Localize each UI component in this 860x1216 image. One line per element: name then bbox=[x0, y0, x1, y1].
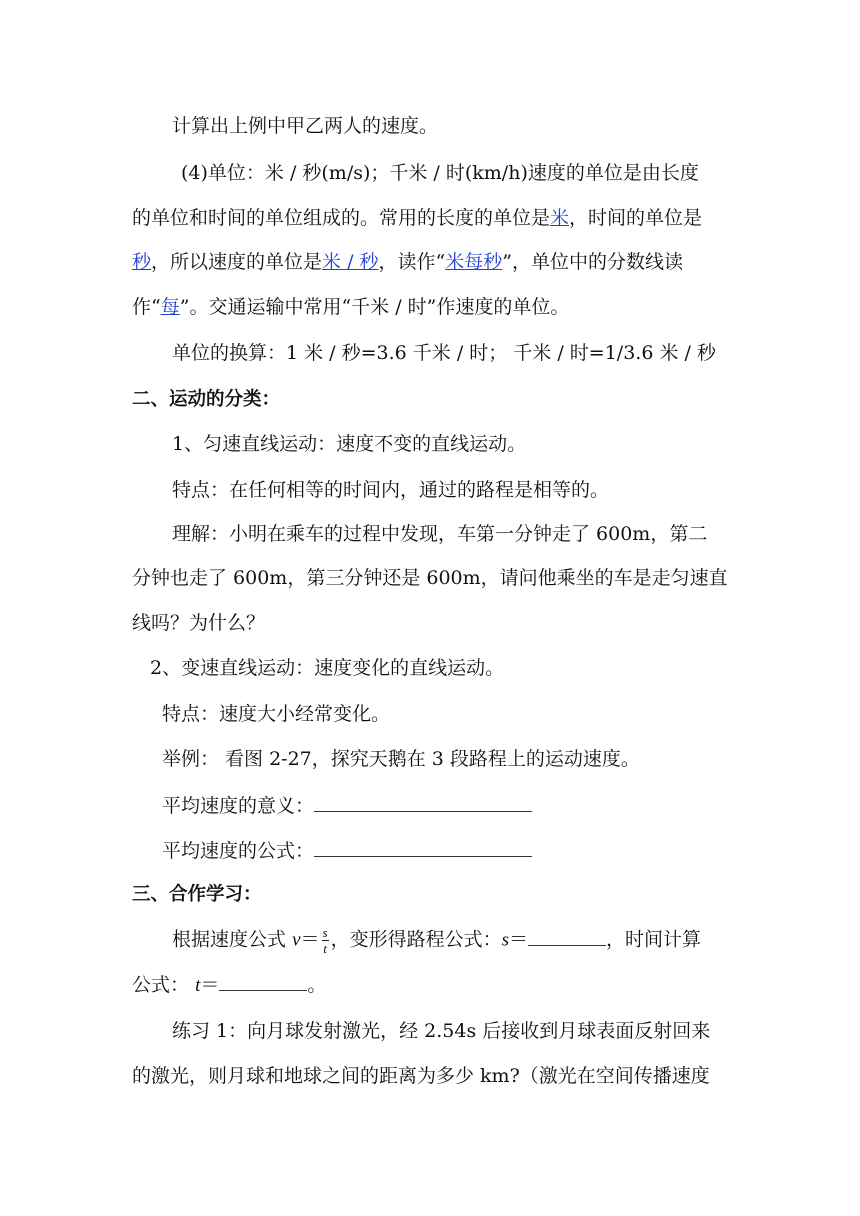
text: ，读作“ bbox=[378, 251, 446, 273]
text: ”，单位中的分数线读 bbox=[502, 251, 683, 273]
math-variable-s: s bbox=[501, 929, 509, 951]
text: 练习 1：向月球发射激光，经 2.54s 后接收到月球表面反射回来 bbox=[172, 1020, 711, 1042]
text: ＝ bbox=[200, 974, 220, 996]
text: 2、变速直线运动：速度变化的直线运动。 bbox=[150, 657, 505, 679]
text: 根据速度公式 bbox=[172, 928, 287, 951]
fill-in-blank[interactable] bbox=[219, 972, 307, 991]
text: 理解：小明在乘车的过程中发现，车第一分钟走了 600m，第二 bbox=[172, 523, 708, 545]
math-variable-v: v bbox=[292, 929, 301, 951]
text: 三、合作学习： bbox=[132, 884, 262, 905]
text-line-exercise-1 bbox=[172, 1019, 710, 1043]
link-meter[interactable]: 米 bbox=[550, 207, 570, 229]
text: 特点：速度大小经常变化。 bbox=[162, 703, 391, 725]
text: (4)单位：米 / 秒(m/s)；千米 / 时(km/h)速度的单位是由长度 bbox=[181, 162, 699, 184]
fraction-s-over-t bbox=[322, 925, 329, 956]
text-line-unit-intro bbox=[181, 161, 699, 185]
fraction-numerator: s bbox=[322, 925, 328, 940]
text: ，时间的单位是 bbox=[569, 207, 703, 229]
text-line-understanding-3 bbox=[132, 611, 265, 635]
text-line-velocity-calc bbox=[172, 114, 438, 138]
text: ”。交通运输中常用“千米 / 时”作速度的单位。 bbox=[179, 296, 570, 318]
text: ，所以速度的单位是 bbox=[151, 251, 323, 273]
text-line-variable-feature bbox=[162, 702, 390, 726]
text: 平均速度的公式： bbox=[162, 840, 315, 862]
text-line-uniform-motion bbox=[172, 432, 526, 456]
text-line-average-speed-formula bbox=[162, 838, 532, 863]
text-line-unit-conversion bbox=[172, 341, 716, 365]
text: 的单位和时间的单位组成的。常用的长度的单位是 bbox=[132, 207, 551, 229]
text: 平均速度的意义： bbox=[162, 795, 315, 817]
text: 作“ bbox=[132, 296, 161, 318]
fill-in-blank[interactable] bbox=[314, 838, 532, 857]
text-line-example bbox=[162, 747, 640, 771]
text: 二、运动的分类： bbox=[132, 389, 281, 410]
text: 的激光，则月球和地球之间的距离为多少 km?（激光在空间传播速度 bbox=[132, 1065, 710, 1087]
text-line-understanding-2 bbox=[132, 566, 728, 590]
text: ，变形得路程公式： bbox=[330, 928, 502, 951]
text-line-fraction-reading bbox=[132, 295, 569, 319]
text-line-understanding bbox=[172, 522, 707, 546]
text: 线吗？为什么？ bbox=[132, 612, 266, 634]
text-line-formula-derivation bbox=[172, 925, 701, 956]
fill-in-blank[interactable] bbox=[528, 927, 606, 946]
link-per[interactable]: 每 bbox=[160, 296, 180, 318]
text: 1、匀速直线运动：速度不变的直线运动。 bbox=[172, 433, 527, 455]
fill-in-blank[interactable] bbox=[314, 793, 532, 812]
text-line-unit-reading bbox=[132, 250, 683, 274]
section-heading-motion-types bbox=[132, 388, 280, 412]
section-heading-cooperative-learning bbox=[132, 883, 262, 907]
text-line-average-speed-meaning bbox=[162, 793, 532, 818]
text-line-uniform-feature bbox=[172, 478, 609, 502]
text: 特点：在任何相等的时间内，通过的路程是相等的。 bbox=[172, 479, 610, 501]
text: ，时间计算 bbox=[606, 928, 702, 951]
text-line-unit-composition bbox=[132, 206, 702, 230]
text: 。 bbox=[307, 974, 327, 996]
text-line-time-formula bbox=[132, 972, 326, 998]
text: 公式： bbox=[132, 974, 190, 996]
text: ＝ bbox=[300, 928, 320, 951]
text-line-exercise-1-cont bbox=[132, 1064, 710, 1088]
link-meter-per-second[interactable]: 米 / 秒 bbox=[322, 251, 379, 273]
text: ＝ bbox=[509, 928, 529, 951]
text-line-variable-motion bbox=[150, 656, 504, 680]
text: 分钟也走了 600m，第三分钟还是 600m，请问他乘坐的车是走匀速直 bbox=[132, 567, 728, 589]
text: 单位的换算：1 米 / 秒=3.6 千米 / 时； 千米 / 时=1/3.6 米 / 秒 bbox=[172, 342, 716, 364]
math-variable-t: t bbox=[195, 975, 201, 996]
text: 计算出上例中甲乙两人的速度。 bbox=[172, 115, 439, 137]
text: 举例： 看图 2-27，探究天鹅在 3 段路程上的运动速度。 bbox=[162, 748, 640, 770]
link-meter-per-second-reading[interactable]: 米每秒 bbox=[445, 251, 503, 273]
link-second[interactable]: 秒 bbox=[132, 251, 152, 273]
fraction-denominator: t bbox=[323, 941, 327, 956]
